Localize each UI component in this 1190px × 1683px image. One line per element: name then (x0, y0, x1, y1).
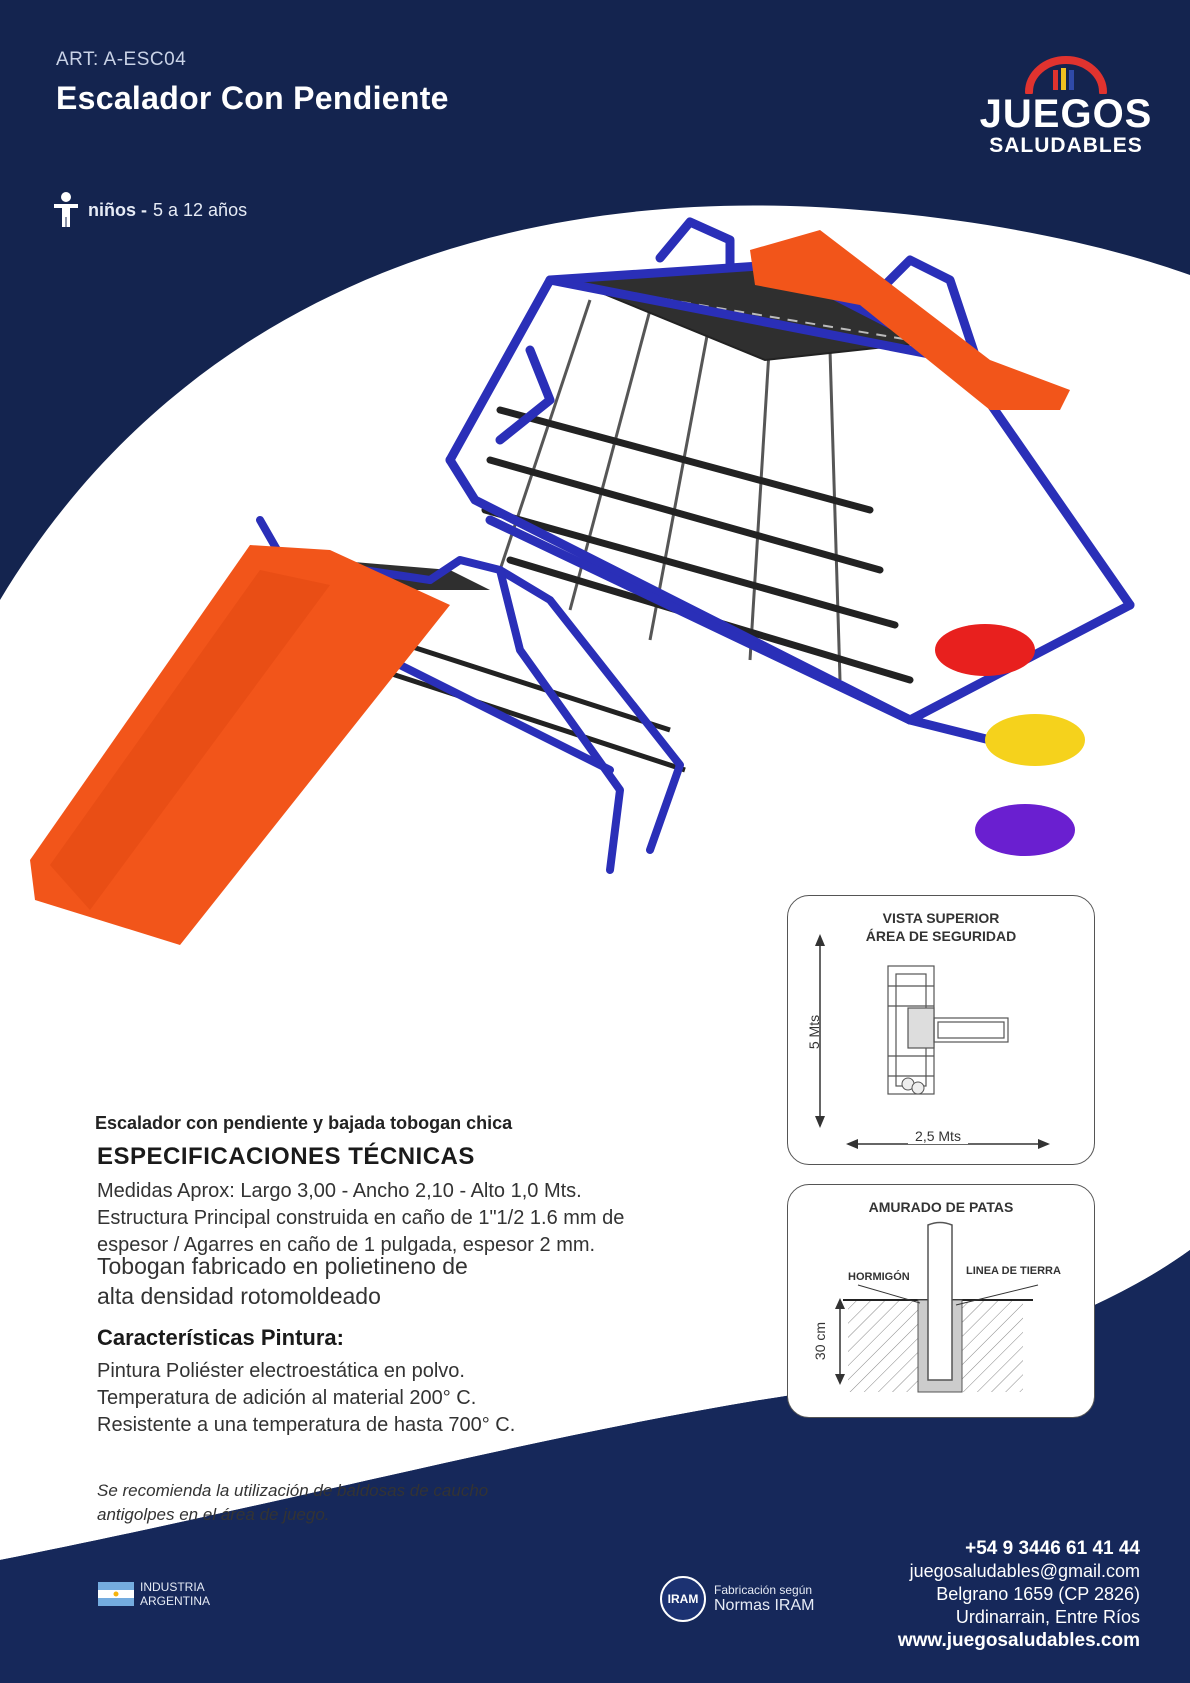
paint-text (97, 1358, 617, 1439)
top-view-drawing (788, 896, 1094, 1164)
article-code: ART: A-ESC04 (56, 49, 187, 70)
paint-line: Pintura Poliéster electroestática en polvo. (97, 1360, 465, 1382)
phone-number[interactable]: +54 9 3446 61 41 44 (965, 1538, 1140, 1559)
product-illustration (30, 210, 1150, 1010)
spec-line: Estructura Principal construida en caño de 1"1/2 1.6 mm de (97, 1207, 625, 1229)
width-label: 2,5 Mts (908, 1128, 968, 1144)
age-value: 5 a 12 años (153, 199, 248, 220)
product-subtitle: Escalador con pendiente y bajada tobogan chica (95, 1113, 513, 1133)
safety-title-1: VISTA SUPERIOR (882, 910, 1000, 926)
address-city: Urdinarrain, Entre Ríos (955, 1607, 1140, 1627)
paint-heading: Características Pintura: (97, 1325, 344, 1350)
industry-badge (98, 1580, 210, 1608)
paint-line: Resistente a una temperatura de hasta 700° C. (97, 1414, 516, 1436)
logo-text-main: JUEGOS (979, 92, 1153, 136)
concrete-label: HORMIGÓN (848, 1271, 910, 1283)
page-title: Escalador Con Pendiente (56, 80, 449, 116)
anchoring-diagram (787, 1184, 1095, 1418)
logo-text-sub: SALUDABLES (989, 134, 1143, 157)
anchoring-drawing (788, 1185, 1094, 1417)
website-link[interactable]: www.juegosaludables.com (897, 1630, 1140, 1651)
contact-info (898, 1537, 1140, 1652)
height-label: 5 Mts (806, 1014, 822, 1050)
address-line: Belgrano 1659 (CP 2826) (936, 1584, 1140, 1604)
age-label: niños - (88, 199, 147, 220)
specs-heading: ESPECIFICACIONES TÉCNICAS (97, 1143, 475, 1170)
spec-line: Medidas Aprox: Largo 3,00 - Ancho 2,10 - Alto 1,0 Mts. (97, 1180, 582, 1202)
anchoring-title: AMURADO DE PATAS (868, 1199, 1014, 1215)
ground-line-label: LINEA DE TIERRA (966, 1265, 1061, 1277)
email-address[interactable]: juegosaludables@gmail.com (909, 1561, 1140, 1581)
spec-line: alta densidad rotomoldeado (97, 1283, 381, 1309)
specs-text (97, 1178, 697, 1259)
industry-line-1: INDUSTRIA (140, 1580, 205, 1594)
iram-line-2: Normas IRAM (714, 1597, 815, 1614)
depth-label: 30 cm (812, 1321, 828, 1361)
safety-area-diagram (787, 895, 1095, 1165)
note-line: Se recomienda la utilización de baldosas de caucho (97, 1481, 489, 1500)
spec-line: espesor / Agarres en caño de 1 pulgada, espesor 2 mm. (97, 1234, 596, 1256)
paint-line: Temperatura de adición al material 200° C. (97, 1387, 477, 1409)
iram-badge (660, 1576, 814, 1622)
logo-arch-icon (1023, 54, 1109, 94)
iram-seal-icon: IRAM (660, 1576, 706, 1622)
safety-title-2: ÁREA DE SEGURIDAD (865, 928, 1017, 944)
spec-line: Tobogan fabricado en polietineno de (97, 1253, 468, 1279)
industry-line-2: ARGENTINA (140, 1594, 211, 1608)
climber-structure (450, 222, 1130, 856)
recommendation-note (97, 1479, 577, 1527)
specs-material (97, 1251, 617, 1311)
note-line: antigolpes en el área de juego. (97, 1505, 330, 1524)
iram-line-1: Fabricación según (714, 1583, 813, 1597)
brand-logo (976, 54, 1156, 164)
argentina-flag-icon (98, 1582, 134, 1606)
